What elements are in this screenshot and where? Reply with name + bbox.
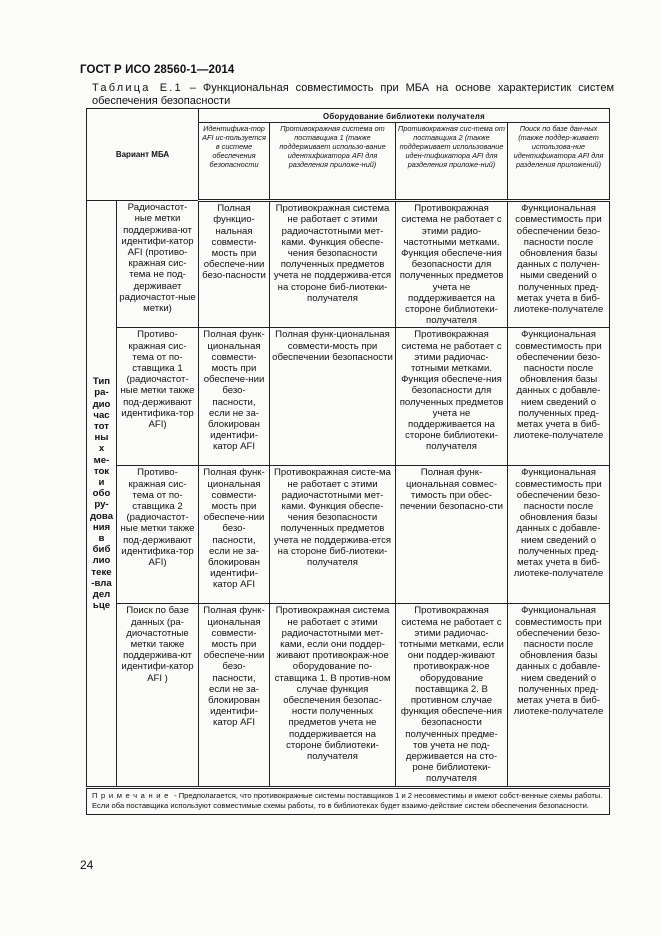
table-cell: Противокражная система не работает с этими радиочастотными мет-ками. Функция обеспе-чения безопасности полученных предметов учета не поддержива-ется на стороне биб-лиотеки-получателя xyxy=(270,201,396,328)
row-label: Поиск по базе данных (ра-диочастотные метки также поддержива-ют идентифи-катор AFI ) xyxy=(117,604,199,788)
row-group-label-line: дио xyxy=(92,398,111,410)
row-group-label-line: обо xyxy=(92,488,111,500)
note-row xyxy=(87,788,610,814)
interoperability-table xyxy=(86,108,610,815)
caption-dash: – xyxy=(189,82,196,94)
row-group-label-line: ру- xyxy=(94,499,109,511)
table-note xyxy=(87,788,610,814)
row-label: Радиочастот-ные метки поддержива-ют идентифи-катор AFI (противо-кражная сис-тема не под-держивает радиочастот-ные метки) xyxy=(117,201,199,328)
row-group-label-line: лио xyxy=(92,555,111,567)
header-row-group xyxy=(87,109,610,123)
table-cell: Функциональная совместимость при обеспечении безо-пасности после обновления базы данных с добавле-нием сведений о полученных пред-метах учета в биб-лиотеке-получателе xyxy=(508,604,610,788)
row-group-label-line: тот xyxy=(94,421,109,432)
group-header: Оборудование библиотеки получателя xyxy=(199,109,610,123)
table-row xyxy=(87,328,610,466)
row-group-label-line: и xyxy=(98,477,105,489)
table-cell: Полная функ-циональная совмести-мость при обеспече-нии безо-пасности, если не за-блокирован идентифи-катор AFI xyxy=(199,604,270,788)
table-row xyxy=(87,201,610,328)
table-cell: Функциональная совместимость при обеспечении безо-пасности после обновления базы данных с получен-ными сведений о полученных пред-метах учета в биб-лиотеке-получателе xyxy=(508,201,610,328)
col-header-db-search: Поиск по базе дан-ных (также поддер-живает использова-ние идентификатора AFI для разделения приложений) xyxy=(508,123,610,201)
row-group-label-line: ния xyxy=(92,521,111,533)
table-cell: Функциональная совместимость при обеспечении безо-пасности после обновления базы данных с добавле-нием сведений о полученных пред-метах учета в биб-лиотеке-получателе xyxy=(508,466,610,604)
table-cell: Противокражная система не работает с этими радиочастотными мет-ками, если они поддер-живают противокраж-ное оборудование по-ставщика 1. В против-ном случае функция обеспечения безопас-ности полученных предметов учета не поддерживается на стороне библиотеки-получателя xyxy=(270,604,396,788)
col-header-vendor1: Противокражная система от поставщика 1 (также поддерживает использо-вание идентификатора AFI для разделения приложе-ний) xyxy=(270,123,396,201)
table-cell: Противокражная систе-ма не работает с этими радиочастотными мет-ками. Функция обеспе-чения безопасности полученных предметов учета не поддержива-ется на стороне биб-лиотеки-получателя xyxy=(270,466,396,604)
row-group-label-line: ме- xyxy=(93,454,110,466)
row-group-label-line: в xyxy=(98,533,105,545)
note-label: Примечание xyxy=(92,791,172,801)
row-group-label-line: биб xyxy=(92,544,111,556)
row-label: Противо-кражная сис-тема от по-ставщика 2 (радиочастот-ные метки также под-держивают идентифика-тор AFI) xyxy=(117,466,199,604)
row-group-label-line: Тип xyxy=(92,376,111,388)
row-group-label-line: теке xyxy=(91,566,112,578)
col-header-vendor2: Противокражная сис-тема от поставщика 2 (также поддерживает использование иден-тификатора AFI для разделения приложе-ний) xyxy=(396,123,508,201)
caption-text: Функциональная совместимость при МБА на основе характеристик систем обеспечения безопасности xyxy=(92,82,615,107)
row-group-label-line: ьце xyxy=(92,600,111,612)
row-group-label-line: х xyxy=(98,443,105,455)
table-cell: Противокражная система не работает с этими радиочас-тотными метками. Функция обеспече-ния безопасности для полученных предметов учета не поддерживается на стороне библиотеки-получателя xyxy=(396,328,508,466)
table-cell: Полная функцио-нальная совмести-мость при обеспече-нии безо-пасности xyxy=(199,201,270,328)
table-cell: Противокражная система не работает с этими радиочас-тотными метками, если они поддер-живают противокраж-ное оборудование поставщика 2. В противном случае функция обеспече-ния безопасности полученных предме-тов учета не под-держивается на сто-роне библиотеки-получателя xyxy=(396,604,508,788)
row-group-label-line: дел xyxy=(92,589,111,601)
row-group-label-line: час xyxy=(93,409,110,421)
variant-header: Вариант МБА xyxy=(87,109,199,201)
table-cell: Полная функ-циональная совмести-мость при обеспече-нии безо-пасности, если не за-блокирован идентифи-катор AFI xyxy=(199,466,270,604)
row-group-label xyxy=(87,201,117,788)
row-group-label-line: ны xyxy=(94,432,109,444)
row-group-label-line: ток xyxy=(93,465,110,477)
table-row xyxy=(87,604,610,788)
row-group-label-line: ра- xyxy=(94,387,109,399)
table-cell: Функциональная совместимость при обеспечении безо-пасности после обновления базы данных с добавле-нием сведений о полученных пред-метах учета в биб-лиотеке-получателе xyxy=(508,328,610,466)
row-group-label-line: -вла xyxy=(91,577,112,589)
row-group-label-line: дова xyxy=(89,510,114,522)
col-header-afi: Идентифика-тор AFI ис-пользуется в системе обеспечения безопасности xyxy=(199,123,270,201)
row-label: Противо-кражная сис-тема от по-ставщика 1 (радиочастот-ные метки также под-держивают идентифика-тор AFI) xyxy=(117,328,199,466)
table-caption xyxy=(92,82,614,107)
row-group-label-text xyxy=(87,376,116,611)
table-cell: Полная функ-циональная совмести-мость при обеспечении безопасности xyxy=(270,328,396,466)
standard-header: ГОСТ Р ИСО 28560-1—2014 xyxy=(80,64,235,76)
page-number: 24 xyxy=(80,858,94,872)
table-cell: Полная функ-циональная совмес-тимость при обес-печении безопасно-сти xyxy=(396,466,508,604)
note-text: - Предполагается, что противокражные системы поставщиков 1 и 2 несовместимы и имеют собст-венные схемы работы. Если оба поставщика используют совместимые схемы работы, то в библиотеках будет взаимо-действие систем обеспечения безопасности. xyxy=(92,791,603,811)
table-row xyxy=(87,466,610,604)
caption-label: Таблица Е.1 xyxy=(92,82,183,94)
table-cell: Противокражная система не работает с этими радио-частотными метками. Функция обеспече-ния безопасности для полученных предметов учета не поддерживается на стороне библиотеки-получателя xyxy=(396,201,508,328)
table-cell: Полная функ-циональная совмести-мость при обеспече-нии безо-пасности, если не за-блокирован идентифи-катор AFI xyxy=(199,328,270,466)
